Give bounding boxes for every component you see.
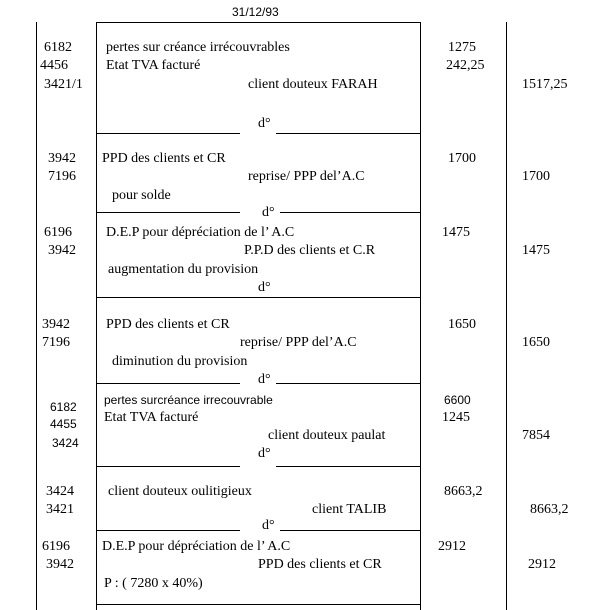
entry-separator-right: [276, 383, 421, 384]
debit-amount: 2912: [438, 539, 466, 554]
entry-line: reprise/ PPP del’A.C: [240, 335, 357, 350]
account-number: 3942: [48, 151, 76, 166]
account-number: 6196: [42, 539, 70, 554]
ditto-mark: d°: [258, 446, 271, 461]
account-number: 6196: [44, 225, 72, 240]
entry-separator: [96, 604, 421, 605]
account-number: 3424: [46, 484, 74, 499]
entry-line: reprise/ PPP del’A.C: [248, 169, 365, 184]
entry-separator-left: [96, 383, 240, 384]
account-number: 3942: [48, 243, 76, 258]
entry-separator: [96, 297, 421, 298]
ditto-mark: d°: [258, 116, 271, 131]
entry-line: Etat TVA facturé: [104, 410, 199, 425]
entry-line: pertes surcréance irrecouvrable: [104, 393, 273, 407]
ditto-mark: d°: [262, 518, 275, 533]
entry-separator-right: [280, 212, 421, 213]
entry-line: pertes sur créance irrécouvrables: [106, 40, 290, 55]
account-number: 7196: [48, 169, 76, 184]
entry-separator-right: [276, 133, 421, 134]
entry-line: PPD des clients et CR: [106, 317, 230, 332]
debit-amount: 242,25: [446, 58, 485, 73]
entry-line: P : ( 7280 x 40%): [104, 576, 203, 591]
entry-line: PPD des clients et CR: [258, 557, 382, 572]
rule-label-right: [420, 22, 421, 610]
account-number: 7196: [42, 335, 70, 350]
ditto-mark: d°: [262, 205, 275, 220]
account-number: 3421/1: [44, 77, 83, 92]
entry-line: D.E.P pour dépréciation de l’ A.C: [102, 539, 291, 554]
credit-amount: 1475: [522, 243, 550, 258]
ditto-mark: d°: [258, 280, 271, 295]
entry-line: Etat TVA facturé: [106, 58, 201, 73]
credit-amount: 1650: [522, 335, 550, 350]
account-number: 4456: [40, 58, 68, 73]
rule-debit-credit: [506, 22, 507, 610]
entry-separator-right: [280, 530, 421, 531]
account-number: 3421: [46, 502, 74, 517]
entry-separator-right: [276, 466, 421, 467]
journal-date: 31/12/93: [232, 5, 279, 19]
account-number: 3424: [52, 436, 79, 450]
credit-amount: 1517,25: [522, 77, 568, 92]
rule-label-left: [96, 22, 97, 610]
debit-amount: 1275: [448, 40, 476, 55]
rule-top: [96, 22, 421, 23]
ditto-mark: d°: [258, 372, 271, 387]
entry-separator-left: [96, 212, 240, 213]
entry-line: diminution du provision: [112, 354, 248, 369]
credit-amount: 7854: [522, 428, 550, 443]
entry-line: PPD des clients et CR: [102, 151, 226, 166]
entry-separator-left: [96, 530, 240, 531]
credit-amount: 8663,2: [530, 502, 569, 517]
entry-line: client douteux oulitigieux: [108, 484, 252, 499]
entry-line: pour solde: [112, 188, 171, 203]
account-number: 6182: [50, 400, 77, 414]
debit-amount: 8663,2: [444, 484, 483, 499]
entry-line: client douteux paulat: [268, 428, 386, 443]
entry-line: client TALIB: [312, 502, 387, 517]
account-number: 3942: [42, 317, 70, 332]
debit-amount: 1475: [442, 225, 470, 240]
account-number: 6182: [44, 40, 72, 55]
entry-line: D.E.P pour dépréciation de l’ A.C: [106, 225, 295, 240]
debit-amount: 1700: [448, 151, 476, 166]
debit-amount: 1245: [442, 410, 470, 425]
credit-amount: 2912: [528, 557, 556, 572]
entry-line: augmentation du provision: [108, 262, 259, 277]
rule-left: [36, 22, 37, 610]
entry-line: P.P.D des clients et C.R: [244, 243, 376, 258]
account-number: 4455: [50, 417, 77, 431]
debit-amount: 1650: [448, 317, 476, 332]
credit-amount: 1700: [522, 169, 550, 184]
debit-amount: 6600: [444, 393, 471, 407]
account-number: 3942: [46, 557, 74, 572]
entry-separator-left: [96, 466, 240, 467]
entry-separator-left: [96, 133, 240, 134]
entry-line: client douteux FARAH: [248, 77, 378, 92]
